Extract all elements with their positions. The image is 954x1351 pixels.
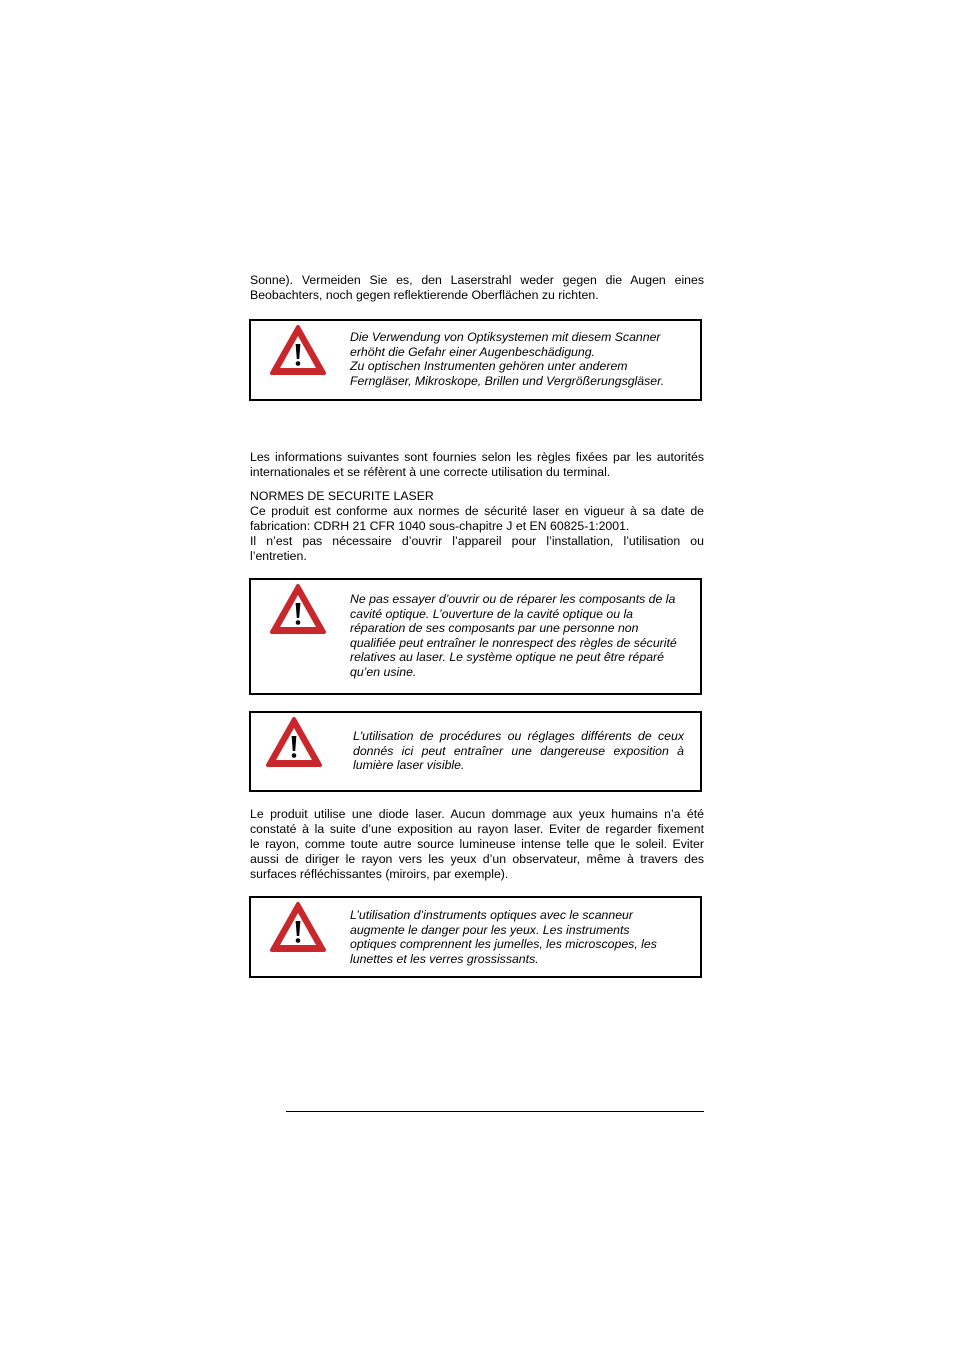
warning-text-fr-1: Ne pas essayer d’ouvrir ou de réparer les composants de la cavité optique. L’ouverture de la cavité optique ou la réparation de ses composants par une personne non qualifiée peut entraîner le nonrespect des règles de sécurité relatives au laser. Le système optique ne peut être réparé qu’en usine. (350, 592, 677, 679)
warning-text-de: Die Verwendung von Optiksystemen mit diesem Scanner erhöht die Gefahr einer Augenbeschädigung. Zu optischen Instrumenten gehören unter anderem Ferngläser, Mikroskope, Brillen und Vergrößerungsgläser. (350, 330, 665, 388)
warning-text-fr-2: L'utilisation de procédures ou réglages différents de ceux donnés ici peut entraîner une dangereuse exposition à lumière laser visible. (353, 729, 684, 773)
warning-box-fr-1 (249, 578, 702, 695)
footer-divider (286, 1111, 704, 1112)
warning-box-de (249, 319, 702, 401)
warning-text-fr-3: L’utilisation d’instruments optiques avec le scanneur augmente le danger pour les yeux. Les instruments optiques comprennent les jumelles, les microscopes, les lunettes et les verres grossissants. (350, 908, 657, 966)
fr-diode-paragraph: Le produit utilise une diode laser. Aucun dommage aux yeux humains n’a été constaté à la suite d’une exposition au rayon laser. Eviter de regarder fixement le rayon, comme toute autre source lumineuse intense telle que le soleil. Eviter aussi de diriger le rayon vers les yeux d’un observateur, même à travers des surfaces réfléchissantes (miroirs, par exemple). (250, 807, 704, 881)
exclamation-triangle-icon (265, 716, 323, 768)
fr-intro-paragraph: Les informations suivantes sont fournies selon les règles fixées par les autorités internationales et se réfèrent à une correcte utilisation du terminal. (250, 450, 704, 479)
exclamation-triangle-icon (269, 324, 327, 376)
exclamation-triangle-icon (269, 583, 327, 635)
fr-normes-paragraph: NORMES DE SECURITE LASER Ce produit est conforme aux normes de sécurité laser en vigueur à sa date de fabrication: CDRH 21 CFR 1040 sous-chapitre J et EN 60825-1:2001. Il n’est pas nécessaire d’ouvrir l’appareil pour l’installation, l’utilisation ou l’entretien. (250, 489, 704, 563)
de-laser-paragraph: Sonne). Vermeiden Sie es, den Laserstrahl weder gegen die Augen eines Beobachters, noch gegen reflektierende Oberflächen zu richten. (250, 273, 704, 302)
exclamation-triangle-icon (269, 901, 327, 953)
warning-box-fr-2 (249, 711, 702, 792)
normes-heading: NORMES DE SECURITE LASER (250, 489, 434, 503)
warning-box-fr-3 (249, 896, 702, 978)
